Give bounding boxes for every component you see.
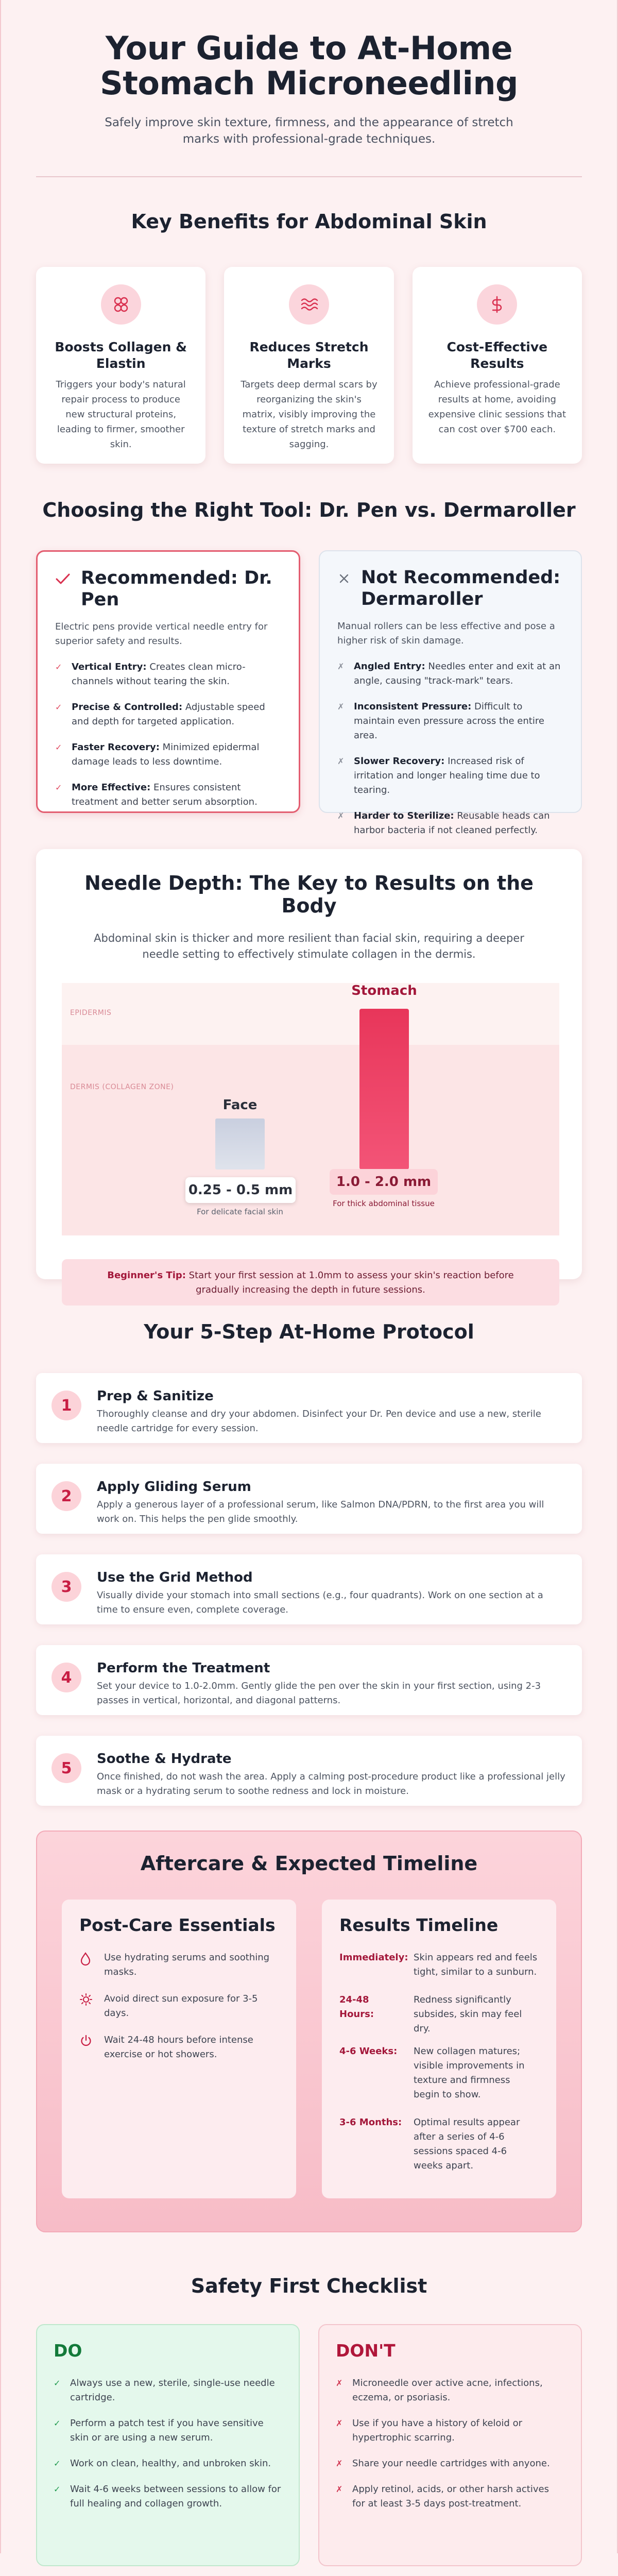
list-item: ✗ Angled Entry: Needles enter and exit at an angle, causing "track-mark" tears. bbox=[337, 659, 563, 688]
list-item: ✗ Share your needle cartridges with anyone. bbox=[336, 2456, 564, 2471]
protocol-step bbox=[36, 1373, 582, 1443]
benefits-grid bbox=[36, 267, 582, 464]
dollar-icon bbox=[477, 284, 517, 325]
face-caption: For delicate facial skin bbox=[197, 1207, 283, 1216]
list-item: ✓ Perform a patch test if you have sensitive skin or are using a new serum. bbox=[54, 2416, 282, 2445]
check-icon: ✓ bbox=[54, 2459, 61, 2468]
protocol-step bbox=[36, 1645, 582, 1715]
list-item: ✗ Microneedle over active acne, infections, eczema, or psoriasis. bbox=[336, 2376, 564, 2405]
benefits-title: Key Benefits for Abdominal Skin bbox=[131, 210, 487, 233]
check-icon: ✓ bbox=[54, 2484, 61, 2494]
list-item: ✓ Precise & Controlled: Adjustable speed and depth for targeted application. bbox=[55, 700, 281, 729]
benefit-card bbox=[224, 267, 393, 464]
benefit-text: Achieve professional-grade results at home, avoiding expensive clinic sessions that can cost over $700 each. bbox=[428, 379, 566, 435]
depth-title: Needle Depth: The Key to Results on the Body bbox=[84, 872, 534, 917]
do-box bbox=[36, 2324, 300, 2566]
not-recommended-list bbox=[337, 659, 563, 838]
safety-title: Safety First Checklist bbox=[191, 2275, 427, 2297]
protocol-step bbox=[36, 1554, 582, 1624]
step-text: Set your device to 1.0-2.0mm. Gently glide the pen over the skin in your first section, using 2-3 passes in vertical, horizontal, and diagonal patterns. bbox=[97, 1681, 541, 1706]
step-title: Prep & Sanitize bbox=[97, 1388, 214, 1404]
step-number: 2 bbox=[52, 1481, 81, 1511]
list-item: Use hydrating serums and soothing masks. bbox=[79, 1951, 279, 1979]
aftercare-section bbox=[36, 1831, 582, 2232]
list-item: ✓ Work on clean, healthy, and unbroken skin. bbox=[54, 2456, 282, 2471]
cross-icon: ✗ bbox=[337, 811, 345, 821]
recommended-card bbox=[36, 550, 300, 813]
benefit-title: Cost-Effective Results bbox=[447, 340, 548, 371]
page-subtitle: Safely improve skin texture, firmness, and the appearance of stretch marks with professional-grade techniques. bbox=[105, 116, 513, 146]
check-icon: ✓ bbox=[55, 662, 62, 672]
stomach-depth-bar bbox=[359, 1009, 409, 1170]
cross-icon: ✗ bbox=[336, 2378, 343, 2388]
divider bbox=[36, 176, 582, 177]
hero bbox=[36, 0, 582, 147]
close-icon bbox=[337, 567, 351, 587]
cross-icon: ✗ bbox=[337, 756, 345, 766]
step-title: Use the Grid Method bbox=[97, 1570, 253, 1585]
step-number: 3 bbox=[52, 1572, 81, 1602]
epidermis-label: EPIDERMIS bbox=[70, 1009, 112, 1017]
step-number: 5 bbox=[52, 1753, 81, 1783]
page-title: Your Guide to At-Home Stomach Microneedling bbox=[100, 29, 518, 102]
not-recommended-title: Not Recommended: Dermaroller bbox=[361, 567, 561, 609]
step-title: Perform the Treatment bbox=[97, 1660, 270, 1676]
list-item: ✗ Inconsistent Pressure: Difficult to maintain even pressure across the entire area. bbox=[337, 700, 563, 743]
power-icon bbox=[79, 2033, 94, 2062]
timeline-row: 4-6 Weeks: New collagen matures; visible improvements in texture and firmness begin to show. bbox=[339, 2046, 525, 2100]
benefit-text: Triggers your body's natural repair process to produce new structural proteins, leading to firmer, smoother skin. bbox=[56, 379, 186, 450]
check-icon: ✓ bbox=[54, 2418, 61, 2428]
list-item: ✗ Slower Recovery: Increased risk of irritation and longer healing time due to tearing. bbox=[337, 754, 563, 798]
list-item: ✗ Harder to Sterilize: Reusable heads can harbor bacteria if not cleaned perfectly. bbox=[337, 809, 563, 838]
post-care-box bbox=[62, 1900, 296, 2198]
collagen-icon bbox=[101, 284, 141, 325]
check-icon: ✓ bbox=[55, 783, 62, 792]
needle-depth-card bbox=[36, 849, 582, 1295]
check-icon bbox=[55, 567, 71, 588]
timeline-row: 24-48 Hours: Redness significantly subsides, skin may feel dry. bbox=[339, 1994, 522, 2034]
step-text: Visually divide your stomach into small sections (e.g., four quadrants). Work on one section at a time to ensure even, complete coverage. bbox=[97, 1590, 543, 1615]
list-item: ✓ Always use a new, sterile, single-use needle cartridge. bbox=[54, 2376, 282, 2405]
timeline-row: Immediately: Skin appears red and feels tight, similar to a sunburn. bbox=[339, 1952, 538, 1977]
beginner-tip: Beginner's Tip: Start your first session at 1.0mm to assess your skin's reaction before gradually increasing the depth in future sessions. bbox=[62, 1259, 559, 1306]
face-depth-bar bbox=[215, 1118, 265, 1170]
not-recommended-card bbox=[319, 550, 582, 836]
benefit-text: Targets deep dermal scars by reorganizing the skin's matrix, visibly improving the texture of stretch marks and sagging. bbox=[241, 379, 377, 450]
list-item: ✓ Wait 4-6 weeks between sessions to allow for full healing and collagen growth. bbox=[54, 2482, 282, 2511]
depth-intro: Abdominal skin is thicker and more resilient than facial skin, requiring a deeper needle setting to effectively stimulate collagen in the dermis. bbox=[94, 932, 524, 960]
check-icon: ✓ bbox=[55, 702, 62, 712]
protocol-step bbox=[36, 1464, 582, 1534]
step-text: Thoroughly cleanse and dry your abdomen. Disinfect your Dr. Pen device and use a new, sterile needle cartridge for every session. bbox=[97, 1409, 541, 1434]
do-title: DO bbox=[54, 2341, 82, 2361]
not-recommended-intro: Manual rollers can be less effective and pose a higher risk of skin damage. bbox=[337, 621, 555, 646]
stomach-label: Stomach bbox=[351, 983, 417, 998]
results-timeline-box bbox=[322, 1900, 556, 2198]
check-icon: ✓ bbox=[54, 2378, 61, 2388]
face-depth-range: 0.25 - 0.5 mm bbox=[185, 1177, 296, 1203]
step-title: Soothe & Hydrate bbox=[97, 1751, 232, 1767]
recommended-list bbox=[55, 660, 281, 809]
list-item: ✓ Faster Recovery: Minimized epidermal damage leads to less downtime. bbox=[55, 740, 281, 769]
list-item: ✓ Vertical Entry: Creates clean micro-channels without tearing the skin. bbox=[55, 660, 281, 689]
benefit-card bbox=[36, 267, 205, 464]
depth-diagram bbox=[62, 983, 559, 1235]
recommended-intro: Electric pens provide vertical needle entry for superior safety and results. bbox=[55, 621, 268, 647]
aftercare-title: Aftercare & Expected Timeline bbox=[140, 1852, 478, 1875]
stomach-caption: For thick abdominal tissue bbox=[333, 1199, 435, 1208]
cross-icon: ✗ bbox=[336, 2459, 343, 2468]
post-care-title: Post-Care Essentials bbox=[79, 1915, 276, 1935]
safety-checklist bbox=[36, 2324, 582, 2566]
cross-icon: ✗ bbox=[336, 2484, 343, 2494]
face-label: Face bbox=[222, 1097, 258, 1113]
step-title: Apply Gliding Serum bbox=[97, 1479, 251, 1495]
list-item: ✓ More Effective: Ensures consistent treatment and better serum absorption. bbox=[55, 781, 281, 809]
step-text: Once finished, do not wash the area. Apply a calming post-procedure product like a professional jelly mask or a hydrating serum to soothe redness and lock in moisture. bbox=[97, 1771, 565, 1797]
dermis-layer bbox=[62, 1045, 559, 1235]
dont-box bbox=[318, 2324, 582, 2566]
dermis-label: DERMIS (COLLAGEN ZONE) bbox=[70, 1083, 174, 1091]
tools-comparison bbox=[36, 550, 582, 836]
benefit-title: Boosts Collagen & Elastin bbox=[55, 340, 187, 371]
list-item: Wait 24-48 hours before intense exercise or hot showers. bbox=[79, 2033, 279, 2062]
recommended-title: Recommended: Dr. Pen bbox=[81, 568, 272, 610]
protocol-step bbox=[36, 1736, 582, 1806]
list-item: ✗ Apply retinol, acids, or other harsh actives for at least 3-5 days post-treatment. bbox=[336, 2482, 564, 2511]
protocol-steps bbox=[36, 1373, 582, 1806]
cross-icon: ✗ bbox=[336, 2418, 343, 2428]
stomach-depth-range: 1.0 - 2.0 mm bbox=[330, 1169, 438, 1195]
benefit-card bbox=[413, 267, 582, 464]
step-text: Apply a generous layer of a professional serum, like Salmon DNA/PDRN, to the first area you will work on. This helps the pen glide smoothly. bbox=[97, 1499, 544, 1524]
waves-icon bbox=[289, 284, 329, 325]
list-item: ✗ Use if you have a history of keloid or hypertrophic scarring. bbox=[336, 2416, 564, 2445]
cross-icon: ✗ bbox=[337, 702, 345, 711]
epidermis-layer bbox=[62, 983, 559, 1045]
timeline-title: Results Timeline bbox=[339, 1915, 499, 1935]
sun-icon bbox=[79, 1992, 94, 2021]
step-number: 1 bbox=[52, 1391, 81, 1420]
cross-icon: ✗ bbox=[337, 662, 345, 671]
protocol-title: Your 5-Step At-Home Protocol bbox=[144, 1320, 474, 1343]
list-item: Avoid direct sun exposure for 3-5 days. bbox=[79, 1992, 279, 2021]
droplet-icon bbox=[79, 1951, 94, 1979]
dont-title: DON'T bbox=[336, 2341, 396, 2361]
check-icon: ✓ bbox=[55, 742, 62, 752]
timeline-row: 3-6 Months: Optimal results appear after a series of 4-6 sessions spaced 4-6 weeks apart. bbox=[339, 2117, 520, 2171]
step-number: 4 bbox=[52, 1663, 81, 1692]
benefit-title: Reduces Stretch Marks bbox=[249, 340, 369, 371]
tools-title: Choosing the Right Tool: Dr. Pen vs. Dermaroller bbox=[42, 499, 576, 521]
